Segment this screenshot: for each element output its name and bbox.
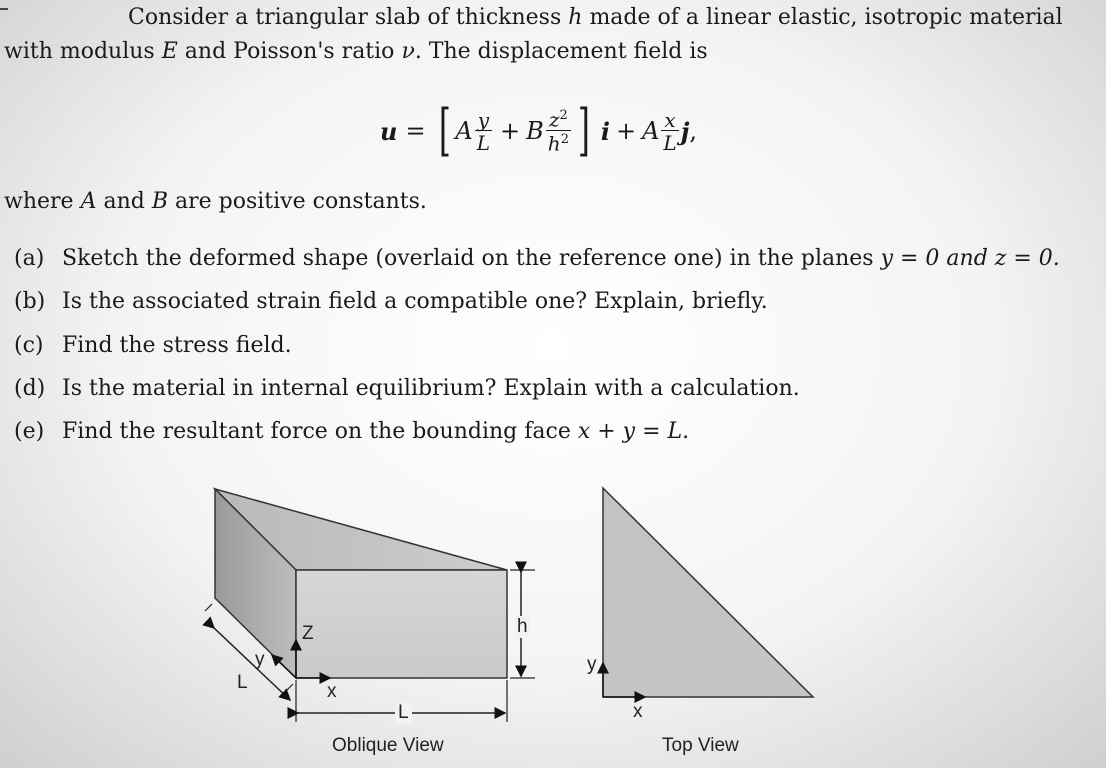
part-e: (e) Find the resultant force on the bounding face x + y = L. <box>14 419 690 444</box>
problem-line-1: Consider a triangular slab of thickness h made of a linear elastic, isotropic material <box>128 5 1063 30</box>
bottom-length-label: L <box>395 702 412 724</box>
z-axis-label: Z <box>302 623 314 644</box>
oblique-view-caption: Oblique View <box>332 735 444 756</box>
top-view-caption: Top View <box>662 735 739 756</box>
top-view-triangle <box>603 488 813 697</box>
slab-front-face <box>296 570 507 678</box>
thickness-label: h <box>517 616 528 637</box>
part-c: (c) Find the stress field. <box>14 333 292 358</box>
y-axis-label: y <box>255 649 265 670</box>
part-b: (b) Is the associated strain field a compatible one? Explain, briefly. <box>14 289 768 314</box>
part-a: (a) Sketch the deformed shape (overlaid on the reference one) in the planes y = 0 and z = 0. <box>14 246 1060 271</box>
stray-mark <box>0 8 8 10</box>
problem-line-2: with modulus E and Poisson's ratio ν. The displacement field is <box>4 39 708 64</box>
top-x-axis-label: x <box>633 701 643 722</box>
top-y-axis-label: y <box>587 654 597 675</box>
x-axis-label: x <box>327 681 337 702</box>
top-view-figure <box>580 480 820 720</box>
constants-note: where A and B are positive constants. <box>4 189 427 214</box>
displacement-equation: u = [ A $\frac{y}{L}$ + B $\frac{z^2}{h^2}$ ] i + A $\frac{x}{L}$ j , <box>380 98 698 163</box>
part-d: (d) Is the material in internal equilibrium? Explain with a calculation. <box>14 376 800 401</box>
side-length-label: L <box>237 672 248 693</box>
